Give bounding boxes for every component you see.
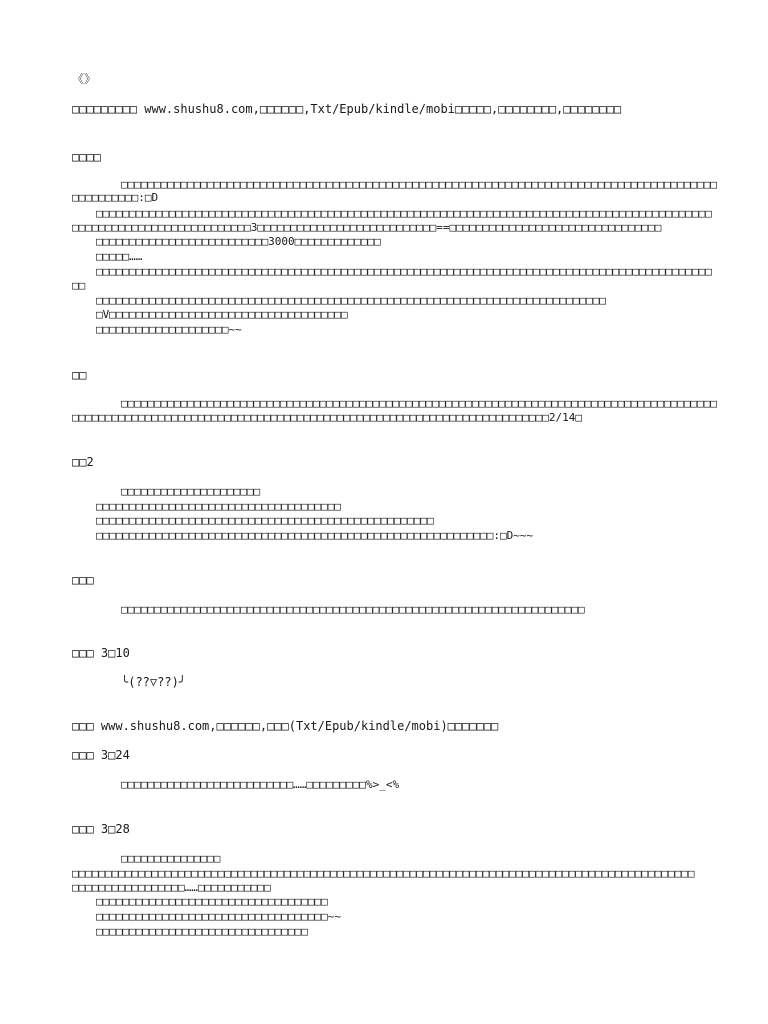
section-heading: □□□ 3□24 — [72, 748, 130, 762]
document-title: 《》 — [72, 72, 97, 86]
paragraph-line: □V□□□□□□□□□□□□□□□□□□□□□□□□□□□□□□□□□□□□ — [96, 308, 348, 321]
section-heading: □□2 — [72, 455, 94, 469]
section-heading: □□□ 3□10 — [72, 646, 130, 660]
site-notice-line: □□□ www.shushu8.com,□□□□□□,□□□(Txt/Epub/kindle/mobi)□□□□□□□ — [72, 719, 499, 733]
section-heading: □□ — [72, 368, 87, 382]
paragraph-line: □□□□□□□□□□□□□□□□□□□□□□□□□□□□□□□□□□□□□□□□□□□□□□□□□□□□□□□□□□□□□□□□□□□□□□□□□□□□□□□□□□□□□□□□□□□□□ — [96, 265, 712, 278]
paragraph-line: □□□□□□□□□□:□D — [72, 191, 159, 204]
paragraph-line: □□□□□□□□□□□□□□□□□□□□□□□□□□□□□□□□□□□□□□□□□□□□□□□□□□□□□□□□□□□□□□□□□□□□□□ — [121, 603, 585, 616]
paragraph-line: □□□□□□□□□□□□□□□□□□□□□□□□□□□□□□□□□□□□□□□□□□□□□□□□□□□□□□□□□□□□□□□□□□□□□□□□□□□□□□□□□□□□□□□□□□ — [121, 178, 718, 191]
paragraph-line: □□□□□□□□□□□□□□□□□□□□□□□□□□□□□□□□□□□□□□□□□□□□□□□□□□□□□□□□□□□□□□□□□□□□□□□□2/14□ — [72, 411, 582, 424]
paragraph-line: □□□□□□□□□□□□□□□□□□□□□□□□□□□□□□□□□□□□□□□□□□□□□□□□□□□□□□□□□□□□□□□□□□□□□□□□□□□□□ — [96, 294, 606, 307]
paragraph-line: □□□□□□□□□□□□□□□□□□□□□□□□□□□3□□□□□□□□□□□□□□□□□□□□□□□□□□□==□□□□□□□□□□□□□□□□□□□□□□□□□□□□□□□□ — [72, 221, 662, 234]
paragraph-line: □□□□□□□□□□□□□□□□□□□□□□□□□□□□□□□□□□□□□□□□□□□□□□□□□□□□□□□□□□□□□□□□□□□□□□□□□□□□□□□□□□□□□□□□□□□□□ — [96, 207, 712, 220]
paragraph-line: □□□□□□□□□□□□□□□□□□□□□□□□□□□□□□□□□□□□□□□□□□□□□□□□□□□□□□□□□□□□□□□□□□□□□□□□□□□□□□□□□□□□□□□□□□□□□□ — [72, 867, 695, 880]
paragraph-line: □□□□□□□□□□□□□□□□□□□□~~ — [96, 323, 242, 336]
paragraph-line: □□□□□□□□□□□□□□□□□□□□□□□□□□3000□□□□□□□□□□□□□ — [96, 235, 381, 248]
paragraph-line: □□□□□…… — [96, 250, 143, 263]
section-heading: □□□□ — [72, 150, 101, 164]
paragraph-line: □□□□□□□□□□□□□□□□□……□□□□□□□□□□□ — [72, 881, 271, 894]
paragraph-line: □□□□□□□□□□□□□□□□□□□□□□□□□□□□□□□□□□□□□□□□□□□□□□□□□□□□□□□□□□□□:□D~~~ — [96, 529, 534, 542]
paragraph-line: □□□□□□□□□□□□□□□□□□□□□□□□□□□□□□□□□□□□□ — [96, 500, 342, 513]
paragraph-line: □□□□□□□□□□□□□□□□□□□□□□□□□□□□□□□□□□□~~ — [96, 910, 342, 923]
paragraph-line: □□□□□□□□□□□□□□□□□□□□□□□□□□□□□□□□□□□□□□□□□□□□□□□□□□□□□□□□□□□□□□□□□□□□□□□□□□□□□□□□□□□□□□□□□□ — [121, 397, 718, 410]
paragraph-line: □□□□□□□□□□□□□□□□□□□□□□□□□□□□□□□□ — [96, 925, 308, 938]
paragraph-line: □□ — [72, 279, 86, 292]
site-notice-line: □□□□□□□□□ www.shushu8.com,□□□□□□,Txt/Epub/kindle/mobi□□□□□,□□□□□□□□,□□□□□□□□ — [72, 102, 622, 116]
emoticon-line: ╰(??▽??)╯ — [121, 675, 187, 689]
paragraph-line: □□□□□□□□□□□□□□□□□□□□□□□□□□□□□□□□□□□ — [96, 895, 328, 908]
section-heading: □□□ — [72, 573, 94, 587]
section-heading: □□□ 3□28 — [72, 822, 130, 836]
paragraph-line: □□□□□□□□□□□□□□□□□□□□□□□□□□□□□□□□□□□□□□□□□□□□□□□□□□□ — [96, 514, 434, 527]
paragraph-line: □□□□□□□□□□□□□□□ — [121, 852, 221, 865]
paragraph-line: □□□□□□□□□□□□□□□□□□□□□□□□□□……□□□□□□□□□%>_<% — [121, 778, 400, 791]
paragraph-line: □□□□□□□□□□□□□□□□□□□□□ — [121, 485, 261, 498]
